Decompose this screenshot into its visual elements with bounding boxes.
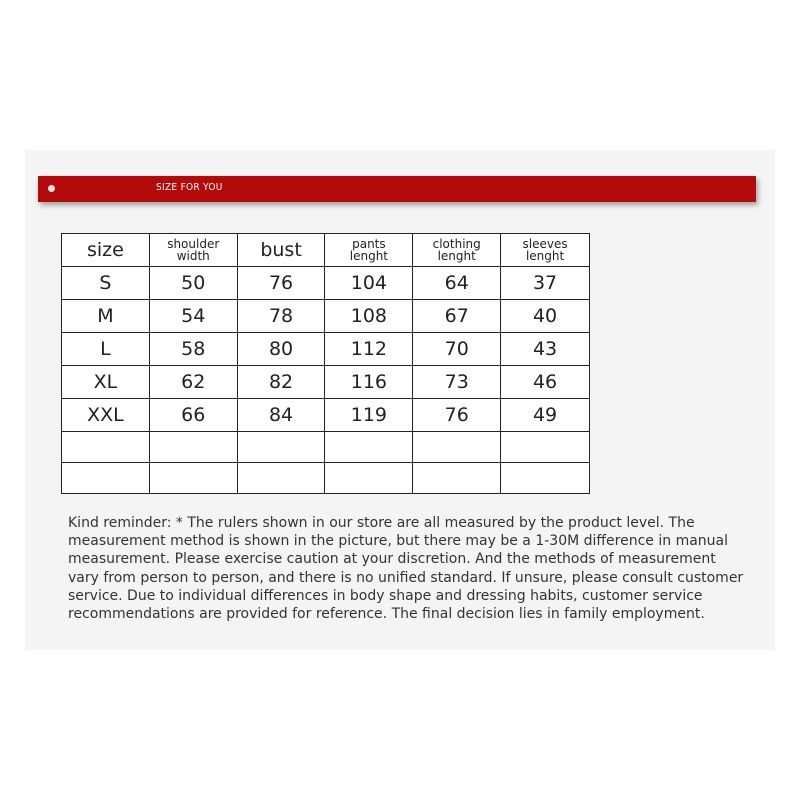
table-row [62, 399, 590, 432]
table-cell: 73 [413, 366, 501, 399]
table-cell: 64 [413, 267, 501, 300]
table-cell: 82 [237, 366, 325, 399]
table-cell: M [62, 300, 150, 333]
table-cell: 67 [413, 300, 501, 333]
table-cell: 58 [149, 333, 237, 366]
table-cell: L [62, 333, 150, 366]
table-cell [501, 432, 590, 463]
table-cell: 80 [237, 333, 325, 366]
table-cell [413, 463, 501, 494]
header-pants-length: pants lenght [325, 234, 413, 267]
table-cell: 116 [325, 366, 413, 399]
table-cell: S [62, 267, 150, 300]
table-row-empty [62, 432, 590, 463]
table-cell: 62 [149, 366, 237, 399]
table-cell [501, 463, 590, 494]
table-cell: 112 [325, 333, 413, 366]
table-cell: XL [62, 366, 150, 399]
header-clothing-length: clothing lenght [413, 234, 501, 267]
table-cell [62, 463, 150, 494]
table-cell: 76 [237, 267, 325, 300]
table-header-row [62, 234, 590, 267]
size-banner [38, 176, 756, 202]
table-cell: 108 [325, 300, 413, 333]
header-sleeves-length: sleeves lenght [501, 234, 590, 267]
table-cell [325, 432, 413, 463]
header-bust: bust [237, 234, 325, 267]
table-cell [237, 463, 325, 494]
header-size: size [62, 234, 150, 267]
table-row-empty [62, 463, 590, 494]
table-cell [413, 432, 501, 463]
table-cell [149, 432, 237, 463]
banner-dot-icon [48, 185, 55, 192]
table-cell: 84 [237, 399, 325, 432]
table-row [62, 366, 590, 399]
table-cell: 37 [501, 267, 590, 300]
table-cell: 50 [149, 267, 237, 300]
table-row [62, 333, 590, 366]
table-cell: 76 [413, 399, 501, 432]
table-cell: 119 [325, 399, 413, 432]
size-table [61, 233, 590, 494]
table-cell [149, 463, 237, 494]
table-cell: 49 [501, 399, 590, 432]
header-shoulder-width: shoulder width [149, 234, 237, 267]
table-row [62, 267, 590, 300]
table-cell: XXL [62, 399, 150, 432]
kind-reminder-text: Kind reminder: * The rulers shown in our store are all measured by the product level. The measurement method is shown in the picture, but there may be a 1-30M difference in manual measurement. Please exercise caution at your discretion. And the methods of measurement vary from person to person, and there is no unified standard. If unsure, please consult customer service. Due to individual differences in body shape and dressing habits, customer service recommendations are provided for reference. The final decision lies in family employment. [68, 515, 744, 623]
table-cell: 40 [501, 300, 590, 333]
table-cell: 66 [149, 399, 237, 432]
table-cell [62, 432, 150, 463]
table-cell: 70 [413, 333, 501, 366]
table-row [62, 300, 590, 333]
table-cell: 78 [237, 300, 325, 333]
table-cell: 46 [501, 366, 590, 399]
table-cell: 104 [325, 267, 413, 300]
table-cell: 54 [149, 300, 237, 333]
table-cell [237, 432, 325, 463]
banner-title: SIZE FOR YOU [156, 182, 223, 193]
table-cell [325, 463, 413, 494]
table-cell: 43 [501, 333, 590, 366]
